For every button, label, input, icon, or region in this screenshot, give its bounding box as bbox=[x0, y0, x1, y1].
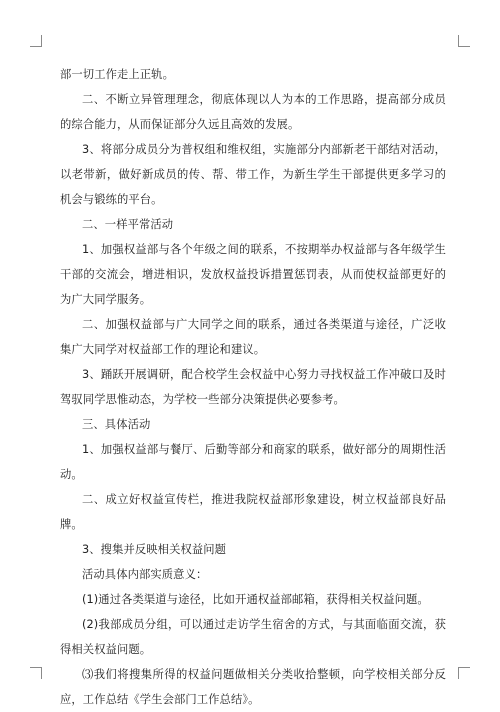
paragraph-13: (1)通过各类渠道与途径，比如开通权益部邮箱，获得相关权益问题。 bbox=[82, 593, 429, 606]
crop-mark-bottom-left-vertical bbox=[41, 667, 42, 679]
document-body bbox=[60, 62, 446, 712]
paragraph-6: 二、加强权益部与广大同学之间的联系，通过各类渠道与途径，广泛收集广大同学对权益部工作的理论和建议。 bbox=[60, 318, 446, 356]
paragraph-3: 3、将部分成员分为普权组和维权组，实施部分内部新老干部结对活动，以老带新，做好新成员的传、帮、带工作，为新生学生干部提供更多学习的机会与锻练的平台。 bbox=[60, 143, 446, 206]
paragraph-15: ⑶我们将搜集所得的权益问题做相关分类收拾整顿，向学校相关部分反应，工作总结《学生会部门工作总结》。 bbox=[60, 668, 446, 706]
paragraph-10: 二、成立好权益宣传栏，推进我院权益部形象建设，树立权益部良好品牌。 bbox=[60, 493, 446, 531]
paragraph-11: 3、搜集并反映相关权益问题 bbox=[82, 543, 227, 556]
paragraph-9: 1、加强权益部与餐厅、后勤等部分和商家的联系，做好部分的周期性活动。 bbox=[60, 443, 446, 481]
paragraph-1: 部一切工作走上正轨。 bbox=[60, 68, 174, 81]
section-heading-specific-activities: 三、具体活动 bbox=[82, 418, 151, 431]
crop-mark-top-right-vertical bbox=[458, 35, 459, 47]
crop-mark-top-left-vertical bbox=[41, 35, 42, 47]
paragraph-5: 1、加强权益部与各个年级之间的联系，不按期举办权益部与各年级学生干部的交流会，增进相识，发放权益投诉措置惩罚表，从而使权益部更好的为广大同学服务。 bbox=[60, 243, 446, 306]
section-heading-daily-activities: 二、一样平常活动 bbox=[82, 218, 174, 231]
paragraph-7: 3、踊跃开展调研，配合校学生会权益中心努力寻找权益工作冲破口及时驾驭同学思惟动态，为学校一些部分决策提供必要参考。 bbox=[60, 368, 446, 406]
paragraph-2: 二、不断立异管理理念，彻底体现以人为本的工作思路，提高部分成员的综合能力，从而保证部分久远且高效的发展。 bbox=[60, 93, 446, 131]
crop-mark-top-right-horizontal bbox=[458, 46, 470, 47]
crop-mark-bottom-right-vertical bbox=[458, 667, 459, 679]
crop-mark-bottom-right-horizontal bbox=[458, 667, 470, 668]
paragraph-14: (2)我部成员分组，可以通过走访学生宿舍的方式，与其面临面交流，获得相关权益问题。 bbox=[60, 618, 446, 656]
paragraph-12: 活动具体内部实质意义： bbox=[82, 568, 208, 581]
